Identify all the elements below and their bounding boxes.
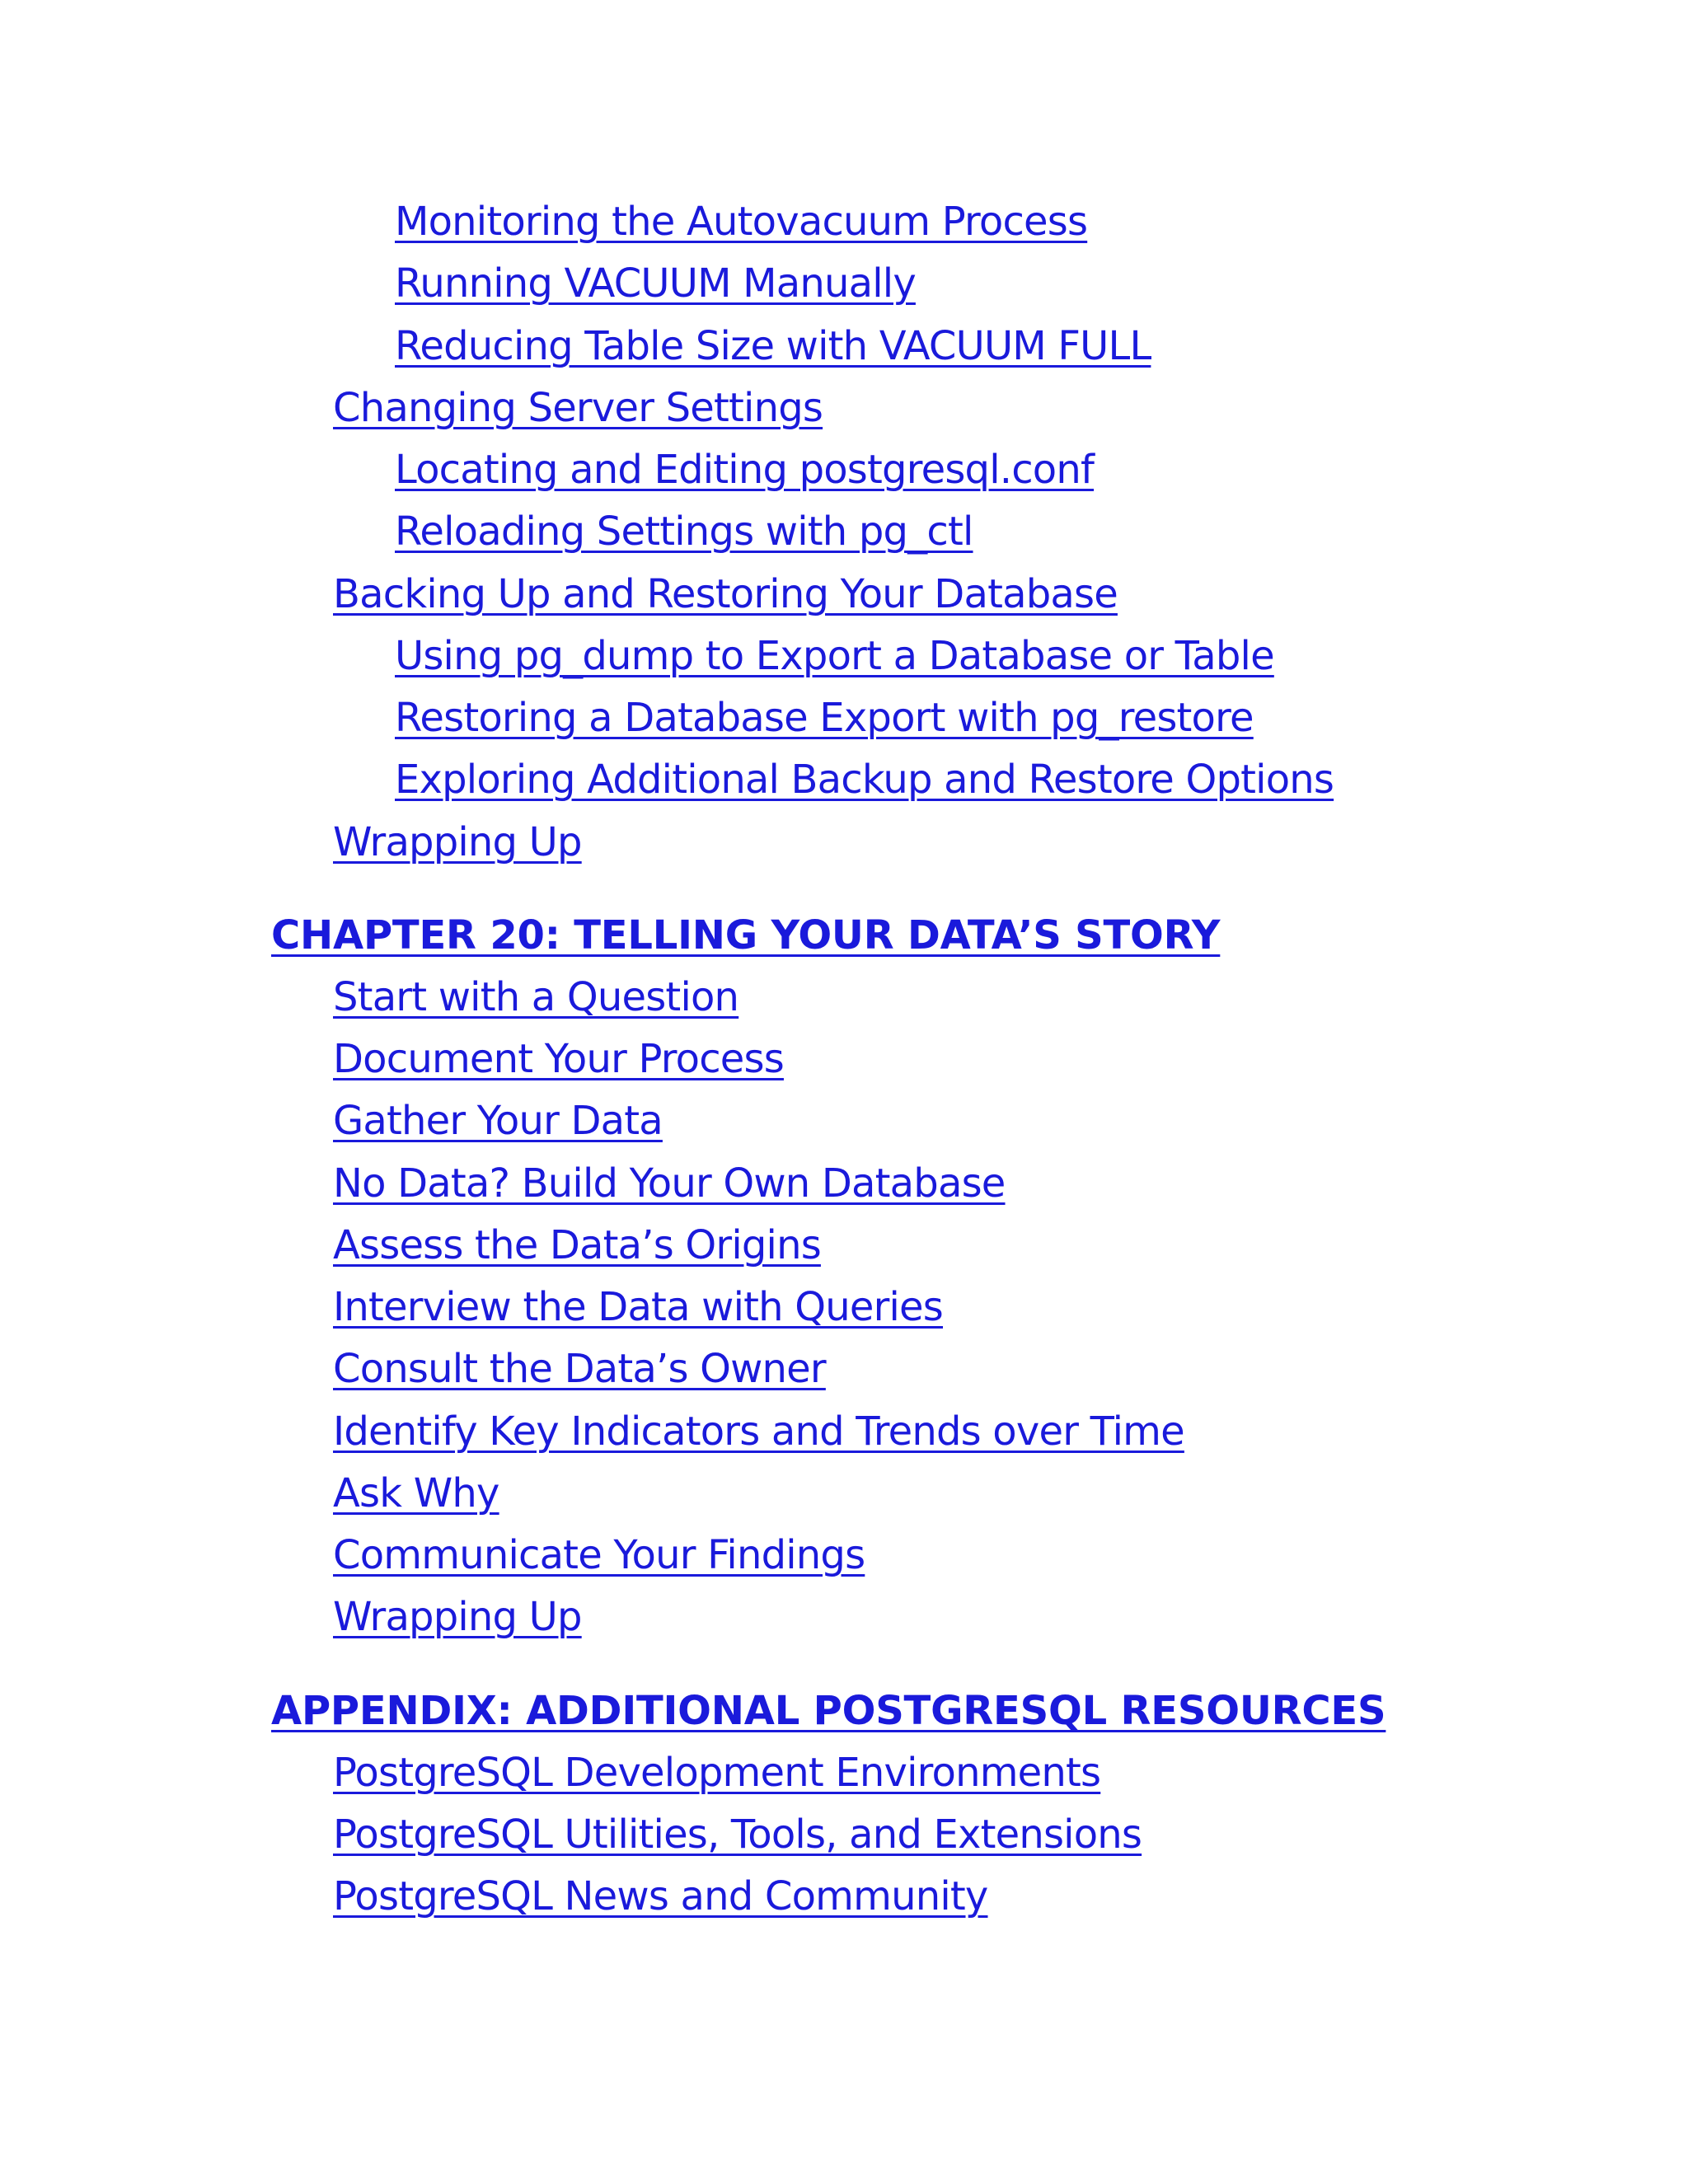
toc-link-document-process[interactable]: Document Your Process — [333, 1036, 784, 1082]
toc-link-additional-backup-options[interactable]: Exploring Additional Backup and Restore Options — [395, 757, 1334, 803]
toc-link-locating-postgresql-conf[interactable]: Locating and Editing postgresql.conf — [395, 447, 1095, 493]
toc-link-restoring-export[interactable]: Restoring a Database Export with pg_restore — [395, 695, 1254, 741]
toc-link-running-vacuum-manually[interactable]: Running VACUUM Manually — [395, 260, 916, 307]
toc-link-wrapping-up-ch20[interactable]: Wrapping Up — [333, 1594, 582, 1640]
toc-link-wrapping-up-ch19[interactable]: Wrapping Up — [333, 819, 582, 865]
toc-link-monitoring-autovacuum[interactable]: Monitoring the Autovacuum Process — [395, 199, 1088, 245]
toc-link-utilities-tools[interactable]: PostgreSQL Utilities, Tools, and Extensions — [333, 1811, 1142, 1858]
toc-link-communicate-findings[interactable]: Communicate Your Findings — [333, 1532, 865, 1578]
toc-link-reducing-table-size[interactable]: Reducing Table Size with VACUUM FULL — [395, 323, 1151, 369]
toc-link-news-community[interactable]: PostgreSQL News and Community — [333, 1873, 988, 1919]
toc-link-using-pg-dump[interactable]: Using pg_dump to Export a Database or Table — [395, 633, 1274, 679]
toc-link-changing-server-settings[interactable]: Changing Server Settings — [333, 385, 823, 431]
toc-link-interview-data[interactable]: Interview the Data with Queries — [333, 1284, 943, 1330]
toc-chapter-20-heading[interactable]: CHAPTER 20: TELLING YOUR DATA’S STORY — [271, 912, 1221, 958]
toc-link-consult-owner[interactable]: Consult the Data’s Owner — [333, 1346, 826, 1392]
toc-link-ask-why[interactable]: Ask Why — [333, 1470, 499, 1516]
toc-link-reloading-settings[interactable]: Reloading Settings with pg_ctl — [395, 509, 973, 555]
toc-link-dev-environments[interactable]: PostgreSQL Development Environments — [333, 1750, 1101, 1796]
toc-link-backing-up-restoring[interactable]: Backing Up and Restoring Your Database — [333, 571, 1118, 617]
toc-link-key-indicators[interactable]: Identify Key Indicators and Trends over Time — [333, 1408, 1184, 1455]
toc-link-build-own-database[interactable]: No Data? Build Your Own Database — [333, 1160, 1006, 1207]
toc-link-gather-data[interactable]: Gather Your Data — [333, 1098, 663, 1144]
toc-appendix-heading[interactable]: APPENDIX: ADDITIONAL POSTGRESQL RESOURCES — [271, 1688, 1386, 1734]
toc-link-assess-origins[interactable]: Assess the Data’s Origins — [333, 1222, 821, 1268]
toc-link-start-with-question[interactable]: Start with a Question — [333, 974, 739, 1020]
